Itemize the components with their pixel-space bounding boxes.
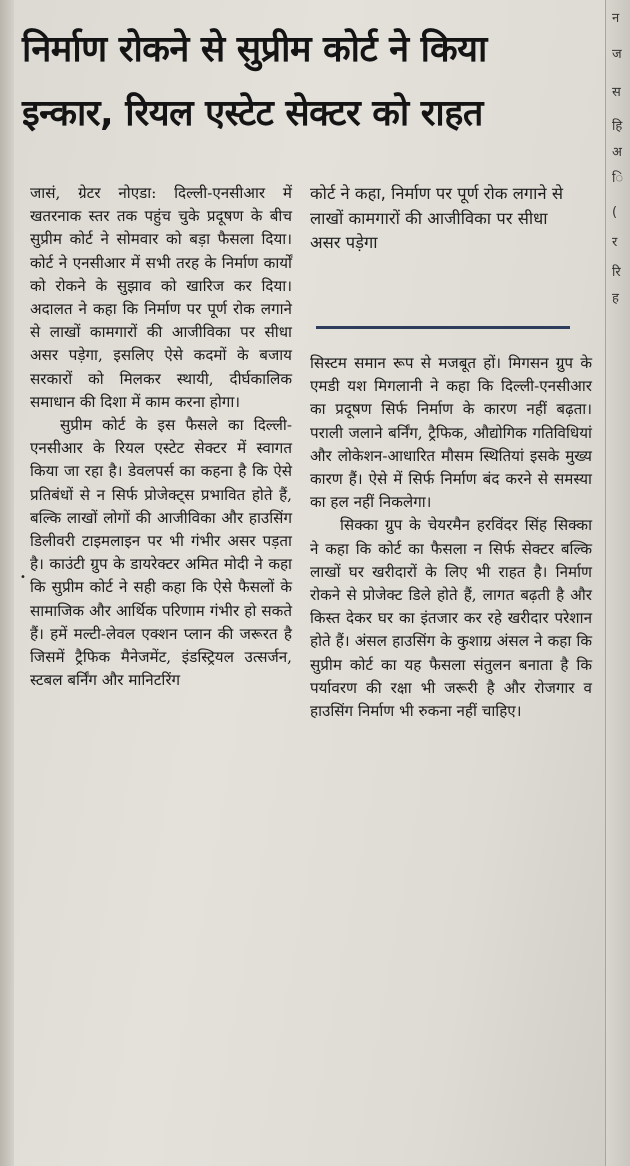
adjacent-fragment: ( [612,205,618,220]
adjacent-fragment: रि [612,265,621,280]
pull-quote: कोर्ट ने कहा, निर्माण पर पूर्ण रोक लगाने से लाखों कामगारों की आजीविका पर सीधा असर पड़ेगा [310,184,564,252]
adjacent-fragment: ज [612,47,622,62]
page-left-edge [0,0,14,1166]
right-paragraph-2: सिक्का ग्रुप के चेयरमैन हरविंदर सिंह सिक्का ने कहा कि कोर्ट का फैसला न सिर्फ सेक्टर बल्कि लाखों घर खरीदारों के लिए भी राहत है। निर्माण रोकने से प्रोजेक्ट डिले होते हैं, लागत बढ़ती है और किस्त देकर घर का इंतजार कर रहे खरीदार परेशान होते हैं। अंसल हाउसिंग के कुशाग्र अंसल ने कहा कि सुप्रीम कोर्ट का यह फैसला संतुलन बनाता है कि पर्यावरण की रक्षा भी जरूरी है और रोजगार व हाउसिंग निर्माण भी रुकना नहीं चाहिए। [310,516,592,721]
margin-bullet: • [20,572,26,583]
adjacent-fragment: हि [612,119,623,134]
pull-quote-divider [316,326,570,329]
left-column [30,182,292,692]
left-paragraph-2: सुप्रीम कोर्ट के इस फैसले का दिल्ली-एनसीआर के रियल एस्टेट सेक्टर में स्वागत किया जा रहा है। डेवलपर्स का कहना है कि ऐसे प्रतिबंधों से न सिर्फ प्रोजेक्ट्स प्रभावित होते हैं, बल्कि लाखों लोगों की आजीविका और हाउसिंग डिलीवरी टाइमलाइन पर भी गंभीर असर पड़ता है। काउंटी ग्रुप के डायरेक्टर अमित मोदी ने कहा कि सुप्रीम कोर्ट ने सही कहा कि ऐसे फैसलों के सामाजिक और आर्थिक परिणाम गंभीर हो सकते हैं। हमें मल्टी-लेवल एक्शन प्लान की जरूरत है जिसमें ट्रैफिक मैनेजमेंट, इंडस्ट्रियल उत्सर्जन, स्टबल बर्निंग और मानिटरिंग [30,416,292,690]
adjacent-fragment: ह [612,291,619,306]
left-paragraph-1: जासं, ग्रेटर नोएडा: दिल्ली-एनसीआर में खतरनाक स्तर तक पहुंच चुके प्रदूषण के बीच सुप्रीम कोर्ट ने सोमवार को बड़ा फैसला दिया। कोर्ट ने एनसीआर में सभी तरह के निर्माण कार्यों को रोकने के सुझाव को खारिज कर दिया। अदालत ने कहा कि निर्माण पर पूर्ण रोक लगाने से लाखों कामगारों की आजीविका पर सीधा असर पड़ेगा, इसलिए ऐसे कदमों के बजाय सरकारों को मिलकर स्थायी, दीर्घकालिक समाधान की दिशा में काम करना होगा। [30,184,292,411]
adjacent-fragment: न [612,11,620,26]
headline-line-1: निर्माण रोकने से सुप्रीम कोर्ट ने किया [22,29,487,70]
right-paragraph-1: सिस्टम समान रूप से मजबूत हों। मिगसन ग्रुप के एमडी यश मिगलानी ने कहा कि दिल्ली-एनसीआर का प्रदूषण सिर्फ निर्माण के कारण नहीं बढ़ता। पराली जलाने बर्निंग, ट्रैफिक, औद्योगिक गतिविधियां और लोकेशन-आधारित मौसम स्थितियां इसके मुख्य कारण हैं। ऐसे में सिर्फ निर्माण बंद करने से समस्या का हल नहीं निकलेगा। [310,354,592,512]
right-column [310,352,592,723]
headline-line-2: इन्कार, रियल एस्टेट सेक्टर को राहत [22,93,483,134]
headline [22,18,604,146]
adjacent-page-strip [605,0,630,1166]
adjacent-fragment: ि [612,171,624,186]
adjacent-fragment: अ [612,145,622,160]
adjacent-fragment: स [612,85,621,100]
adjacent-fragment: र [612,235,618,250]
